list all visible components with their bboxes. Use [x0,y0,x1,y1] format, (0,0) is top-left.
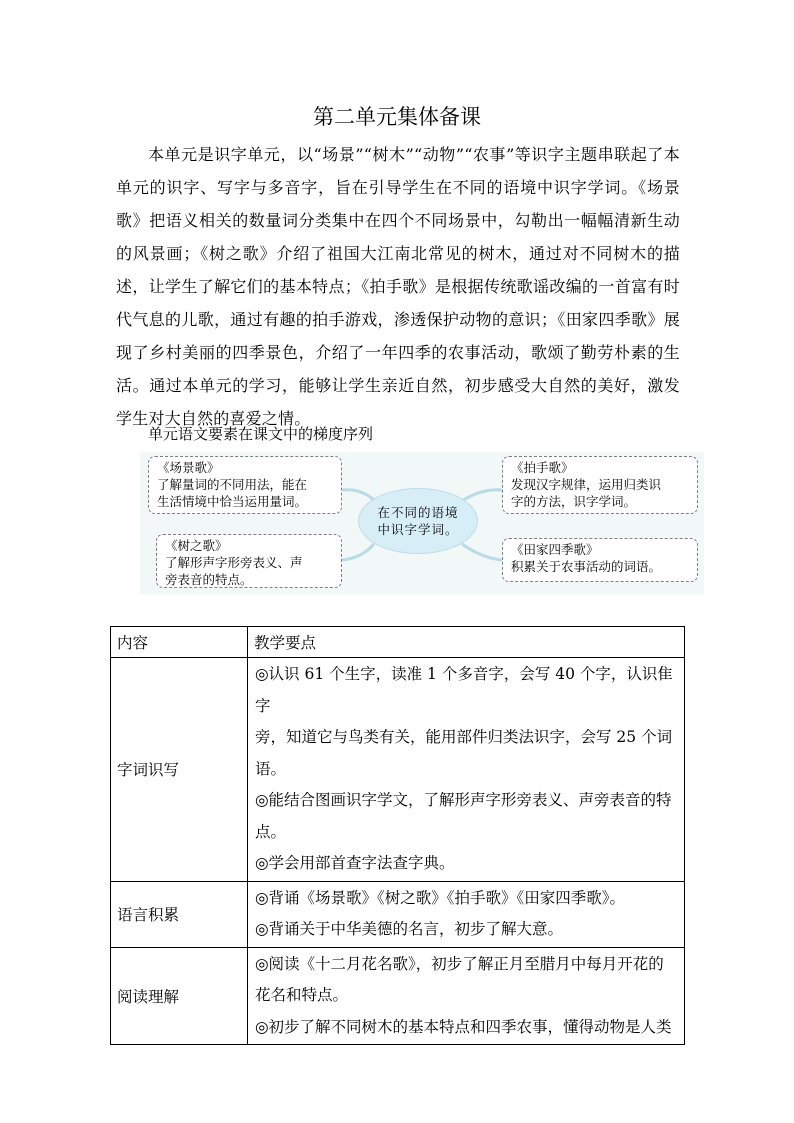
mindmap-center [358,488,478,554]
table-row [111,658,685,882]
mindmap-diagram [140,452,704,594]
row-line: ◎初步了解不同树木的基本特点和四季农事，懂得动物是人类 [255,1017,672,1036]
center-line: 在不同的语境 [377,505,459,520]
row-line: ◎阅读《十二月花名歌》，初步了解正月至腊月中每月开花的 [255,954,664,973]
row-line: ◎学会用部首查字法查字典。 [255,854,455,872]
table-header-row [111,627,685,658]
teaching-points-table [110,626,685,1045]
mindmap-box-changjingge [148,456,342,514]
box-line: 积累关于农事活动的词语。 [511,559,662,574]
connector-top-right [460,490,502,502]
header-points: 教学要点 [248,627,685,658]
box-line: 了解量词的不同用法，能在 [157,477,308,492]
box-line: 了解形声字形旁表义、声 [165,555,303,570]
row-line: 点。 [255,822,287,841]
row-line: 花名和特点。 [255,986,349,1004]
center-line: 中识字学词。 [377,522,459,537]
intro-paragraph: 本单元是识字单元，以“场景”“树木”“动物”“农事”等识字主题串联起了本单元的识字、写字与多音字，旨在引导学生在不同的语境中识字学词。《场景歌》把语义相关的数量词分类集中在四个不同场景中，勾勒出一幅幅清新生动的风景画；《树之歌》介绍了祖国大江南北常见的树木，通过对不同树木的描述，让学生了解它们的基本特点；《拍手歌》是根据传统歌谣改编的一首富有时代气息的儿歌，通过有趣的拍手游戏，渗透保护动物的意识；《田家四季歌》展现了乡村美丽的四季景色，介绍了一年四季的农事活动，歌颂了勤劳朴素的生活。通过本单元的学习，能够让学生亲近自然，初步感受大自然的美好，激发学生对大自然的喜爱之情。 [116,145,680,428]
row-line: ◎认识 61 个生字，读准 1 个多音字，会写 40 个字，认识隹字 [255,665,673,715]
table-row [111,881,685,947]
box-line: 发现汉字规律，运用归类识 [511,477,662,492]
row-line: ◎背诵《场景歌》《树之歌》《拍手歌》《田家四季歌》。 [255,888,626,907]
row-line: ◎能结合图画识字学文，了解形声字形旁表义、声旁表音的特 [255,791,672,809]
box-line: 旁表音的特点。 [165,572,253,587]
box-title: 《田家四季歌》 [511,542,599,557]
row-label: 阅读理解 [111,947,248,1045]
connector-bottom-left [342,544,374,560]
header-content: 内容 [111,627,248,658]
mindmap-heading: 单元语文要素在课文中的梯度序列 [148,425,374,443]
row-content [248,947,685,1045]
mindmap-box-shuzhige [156,534,342,588]
row-line: 语。 [255,759,287,778]
row-label: 语言积累 [111,881,248,947]
box-line: 字的方法，识字学词。 [511,494,637,509]
row-line: ◎背诵关于中华美德的名言，初步了解大意。 [255,920,564,938]
table-row [111,947,685,1045]
box-title: 《拍手歌》 [511,460,574,475]
mindmap-box-tianjiasijige [502,538,698,582]
row-line: 旁，知道它与鸟类有关，能用部件归类法识字，会写 25 个词 [255,728,673,746]
row-label: 字词识写 [111,658,248,882]
connector-bottom-right [462,544,502,560]
box-title: 《树之歌》 [165,538,228,553]
box-title: 《场景歌》 [157,460,220,475]
row-content [248,658,685,882]
row-content [248,881,685,947]
page-title: 第二单元集体备课 [313,105,481,129]
mindmap-box-paishouge [502,456,698,514]
box-line: 生活情境中恰当运用量词。 [157,494,308,509]
